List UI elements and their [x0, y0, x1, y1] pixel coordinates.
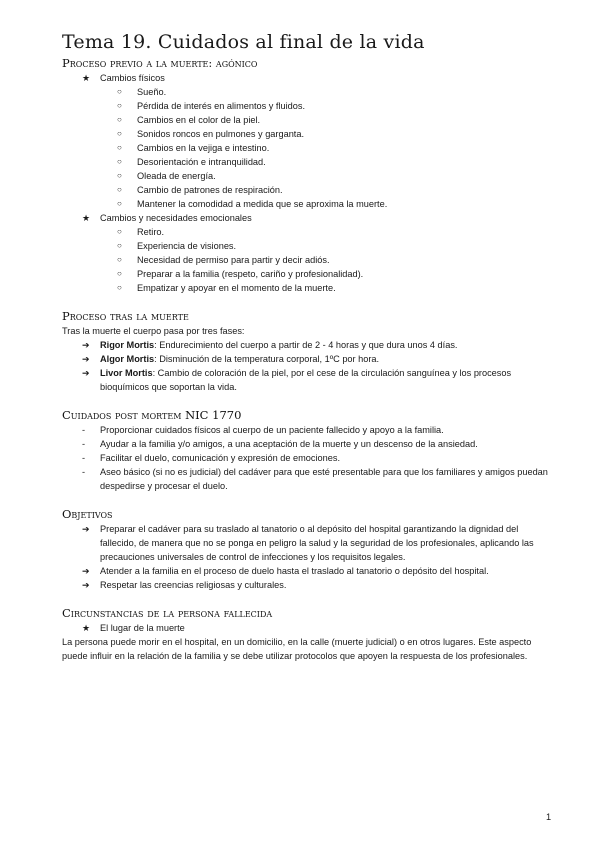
list-item: - Ayudar a la familia y/o amigos, a una aceptación de la muerte y un descenso de la ansiedad.: [62, 437, 552, 451]
section-heading-tras-muerte: Proceso tras la muerte: [62, 309, 189, 323]
document-title: Tema 19. Cuidados al final de la vida: [62, 31, 425, 53]
page-number: 1: [546, 812, 552, 822]
list-item: - Proporcionar cuidados físicos al cuerpo de un paciente fallecido y apoyo a la familia.: [62, 423, 552, 437]
term-algor-mortis: Algor Mortis: [100, 354, 155, 364]
list-item: ○ Sueño.: [62, 85, 552, 99]
group-lugar-muerte: ★ El lugar de la muerte: [62, 621, 552, 635]
objetivos-list: [62, 522, 552, 592]
group-cambios-fisicos: ★ Cambios físicos: [62, 71, 552, 85]
fases-list: [62, 338, 552, 394]
document-page: [62, 30, 552, 663]
list-item: ○ Necesidad de permiso para partir y decir adiós.: [62, 253, 552, 267]
section-heading-post-mortem: Cuidados post mortem NIC 1770: [62, 408, 242, 422]
item-text: : Endurecimiento del cuerpo a partir de 2 - 4 horas y que dura unos 4 días.: [154, 340, 458, 350]
list-item: ○ Mantener la comodidad a medida que se aproxima la muerte.: [62, 197, 552, 211]
agonico-list: [62, 71, 552, 295]
group-cambios-emocionales: ★ Cambios y necesidades emocionales: [62, 211, 552, 225]
term-rigor-mortis: Rigor Mortis: [100, 340, 155, 350]
circunstancias-list: [62, 621, 552, 635]
section-heading-objetivos: Objetivos: [62, 507, 113, 521]
term-livor-mortis: Livor Mortis: [100, 368, 153, 378]
section-heading-agonico: Proceso previo a la muerte: agónico: [62, 56, 258, 70]
list-item: ○ Cambios en el color de la piel.: [62, 113, 552, 127]
list-item: ➔ Respetar las creencias religiosas y culturales.: [62, 578, 552, 592]
section-intro: Tras la muerte el cuerpo pasa por tres fases:: [62, 326, 245, 336]
section-heading-circunstancias: Circunstancias de la persona fallecida: [62, 606, 273, 620]
list-item: ○ Empatizar y apoyar en el momento de la muerte.: [62, 281, 552, 295]
post-mortem-list: [62, 423, 552, 493]
list-item: ○ Sonidos roncos en pulmones y garganta.: [62, 127, 552, 141]
item-text: : Disminución de la temperatura corporal, 1ºC por hora.: [154, 354, 380, 364]
list-item: ○ Desorientación e intranquilidad.: [62, 155, 552, 169]
list-item: [62, 338, 552, 352]
list-item: ○ Oleada de energía.: [62, 169, 552, 183]
list-item: ○ Cambios en la vejiga e intestino.: [62, 141, 552, 155]
list-item: ➔ Atender a la familia en el proceso de duelo hasta el traslado al tanatorio o depósito del hospital.: [62, 564, 552, 578]
list-item: ○ Pérdida de interés en alimentos y fluidos.: [62, 99, 552, 113]
paragraph: La persona puede morir en el hospital, en un domicilio, en la calle (muerte judicial) o en otros lugares. Este aspecto puede influir en la relación de la familia y se debe utilizar protocolos que apoyen la respuesta de los profesionales.: [62, 637, 532, 661]
list-item: ○ Retiro.: [62, 225, 552, 239]
list-item: [62, 366, 552, 394]
list-item: ○ Preparar a la familia (respeto, cariño y profesionalidad).: [62, 267, 552, 281]
list-item: - Aseo básico (si no es judicial) del cadáver para que esté presentable para que los familiares y amigos puedan despedirse y procesar el duelo.: [62, 465, 552, 493]
list-item: [62, 352, 552, 366]
list-item: ○ Experiencia de visiones.: [62, 239, 552, 253]
list-item: - Facilitar el duelo, comunicación y expresión de emociones.: [62, 451, 552, 465]
list-item: ➔ Preparar el cadáver para su traslado al tanatorio o al depósito del hospital garantizando la dignidad del fallecido, de manera que no se ponga en peligro la salud y la seguridad de los profesionales, aplicando las precauciones universales de control de infecciones y los requisitos legales.: [62, 522, 552, 564]
item-text: : Cambio de coloración de la piel, por el cese de la circulación sanguínea y los procesos bioquímicos que soportan la vida.: [100, 368, 512, 392]
list-item: ○ Cambio de patrones de respiración.: [62, 183, 552, 197]
